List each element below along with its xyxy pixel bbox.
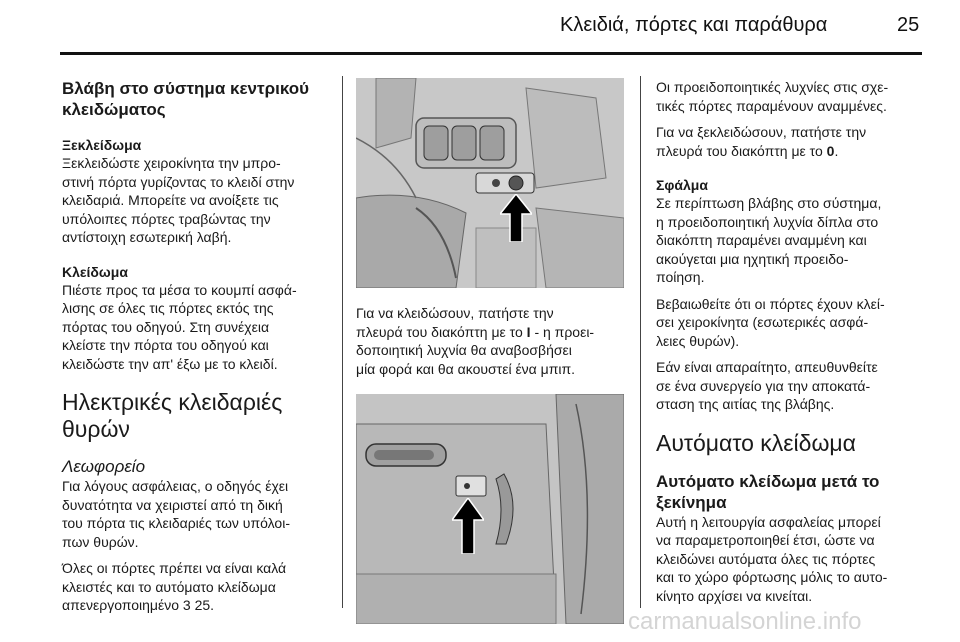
lock-caption: Για να κλειδώσουν, πατήστε την πλευρά του διακόπτη με το I - η προει- δοποιητική λυχνία θα αναβοσβήσει μία φορά και θα ακουστεί ένα μπιπ.	[356, 305, 595, 377]
section-auto-lock-title: Αυτόματο κλείδωμα	[656, 429, 856, 456]
dashboard-switch-illustration	[356, 78, 624, 288]
column-middle	[356, 78, 624, 624]
check-doors-text: Βεβαιωθείτε ότι οι πόρτες έχουν κλεί- σει χειροκίνητα (εσωτερικές ασφά- λειες θυρών).	[656, 295, 885, 349]
column-divider-right	[640, 76, 641, 608]
column-divider-left	[342, 76, 343, 608]
watermark: carmanualsonline.info	[628, 608, 862, 635]
header-rule	[60, 52, 922, 55]
door-illustration-svg	[356, 394, 624, 624]
door-panel-illustration	[356, 394, 624, 624]
dashboard-illustration-svg	[356, 78, 624, 288]
unlock-heading: Ξεκλείδωμα	[62, 137, 142, 153]
fault-heading: Σφάλμα	[656, 177, 708, 193]
warning-lights-text: Οι προειδοποιητικές λυχνίες στις σχε- τικές πόρτες παραμένουν αναμμένες.	[656, 79, 889, 114]
unlock-text: Ξεκλειδώστε χειροκίνητα την μπρο- στινή πόρτα γυρίζοντας το κλειδί στην κλειδαριά. Μπορείτε να ανοίξετε τις υπόλοιπες πόρτες τραβώντας την αντίστοιχη εσωτερική λαβή.	[62, 155, 295, 245]
bus-text-2: Όλες οι πόρτες πρέπει να είναι καλά κλειστές και το αυτόματο κλείδωμα απενεργοποιημένο 3 25.	[62, 560, 287, 613]
service-text: Εάν είναι απαραίτητο, απευθυνθείτε σε ένα συνεργείο για την αποκατά- σταση της αιτίας της βλάβης.	[656, 359, 878, 412]
lock-heading: Κλείδωμα	[62, 263, 128, 280]
page-number: 25	[897, 14, 920, 36]
column-left	[62, 78, 330, 623]
header-title: Κλειδιά, πόρτες και παράθυρα	[560, 14, 828, 36]
page-reference-link[interactable]: 3 25.	[182, 597, 215, 613]
lock-text: Πιέστε προς τα μέσα το κουμπί ασφά- λισης σε όλες τις πόρτες εκτός της πόρτας του οδηγού. Στη συνέχεια κλείστε την πόρτα του οδηγού και κλειδώστε την απ' έξω με το κλειδί.	[62, 281, 297, 372]
up-arrow-icon-door	[452, 498, 484, 554]
bus-text: Για λόγους ασφάλειας, ο οδηγός έχει δυνατότητα να χειριστεί από τη δική του πόρτα τις κλειδαριές των υπόλοι- πων θυρών.	[62, 478, 290, 550]
bus-heading: Λεωφορείο	[62, 457, 146, 476]
unlock-switch-text: Για να ξεκλειδώσουν, πατήστε την πλευρά του διακόπτη με το 0.	[656, 124, 867, 159]
auto-lock-text: Αυτή η λειτουργία ασφαλείας μπορεί να παραμετροποιηθεί έτσι, ώστε να κλειδώνει αυτόματα όλες τις πόρτες και το χώρο φόρτωσης μόλις το αυτο- κίνητο αρχίσει να κινείται.	[656, 513, 888, 604]
section-central-locking-failure-title: Βλάβη στο σύστημα κεντρικού κλειδώματος	[62, 79, 310, 119]
fault-text: Σε περίπτωση βλάβης στο σύστημα, η προειδοποιητική λυχνία δίπλα στο διακόπτη παραμένει αναμμένη και ακούγεται μια ηχητική προειδο- ποίηση.	[656, 195, 882, 285]
up-arrow-icon	[500, 194, 532, 242]
reference-arrow-icon: 3	[182, 597, 191, 613]
column-right	[656, 78, 936, 613]
auto-lock-after-start-heading: Αυτόματο κλείδωμα μετά το ξεκίνημα	[656, 471, 880, 512]
section-electric-door-locks-title: Ηλεκτρικές κλειδαριές θυρών	[62, 389, 283, 442]
